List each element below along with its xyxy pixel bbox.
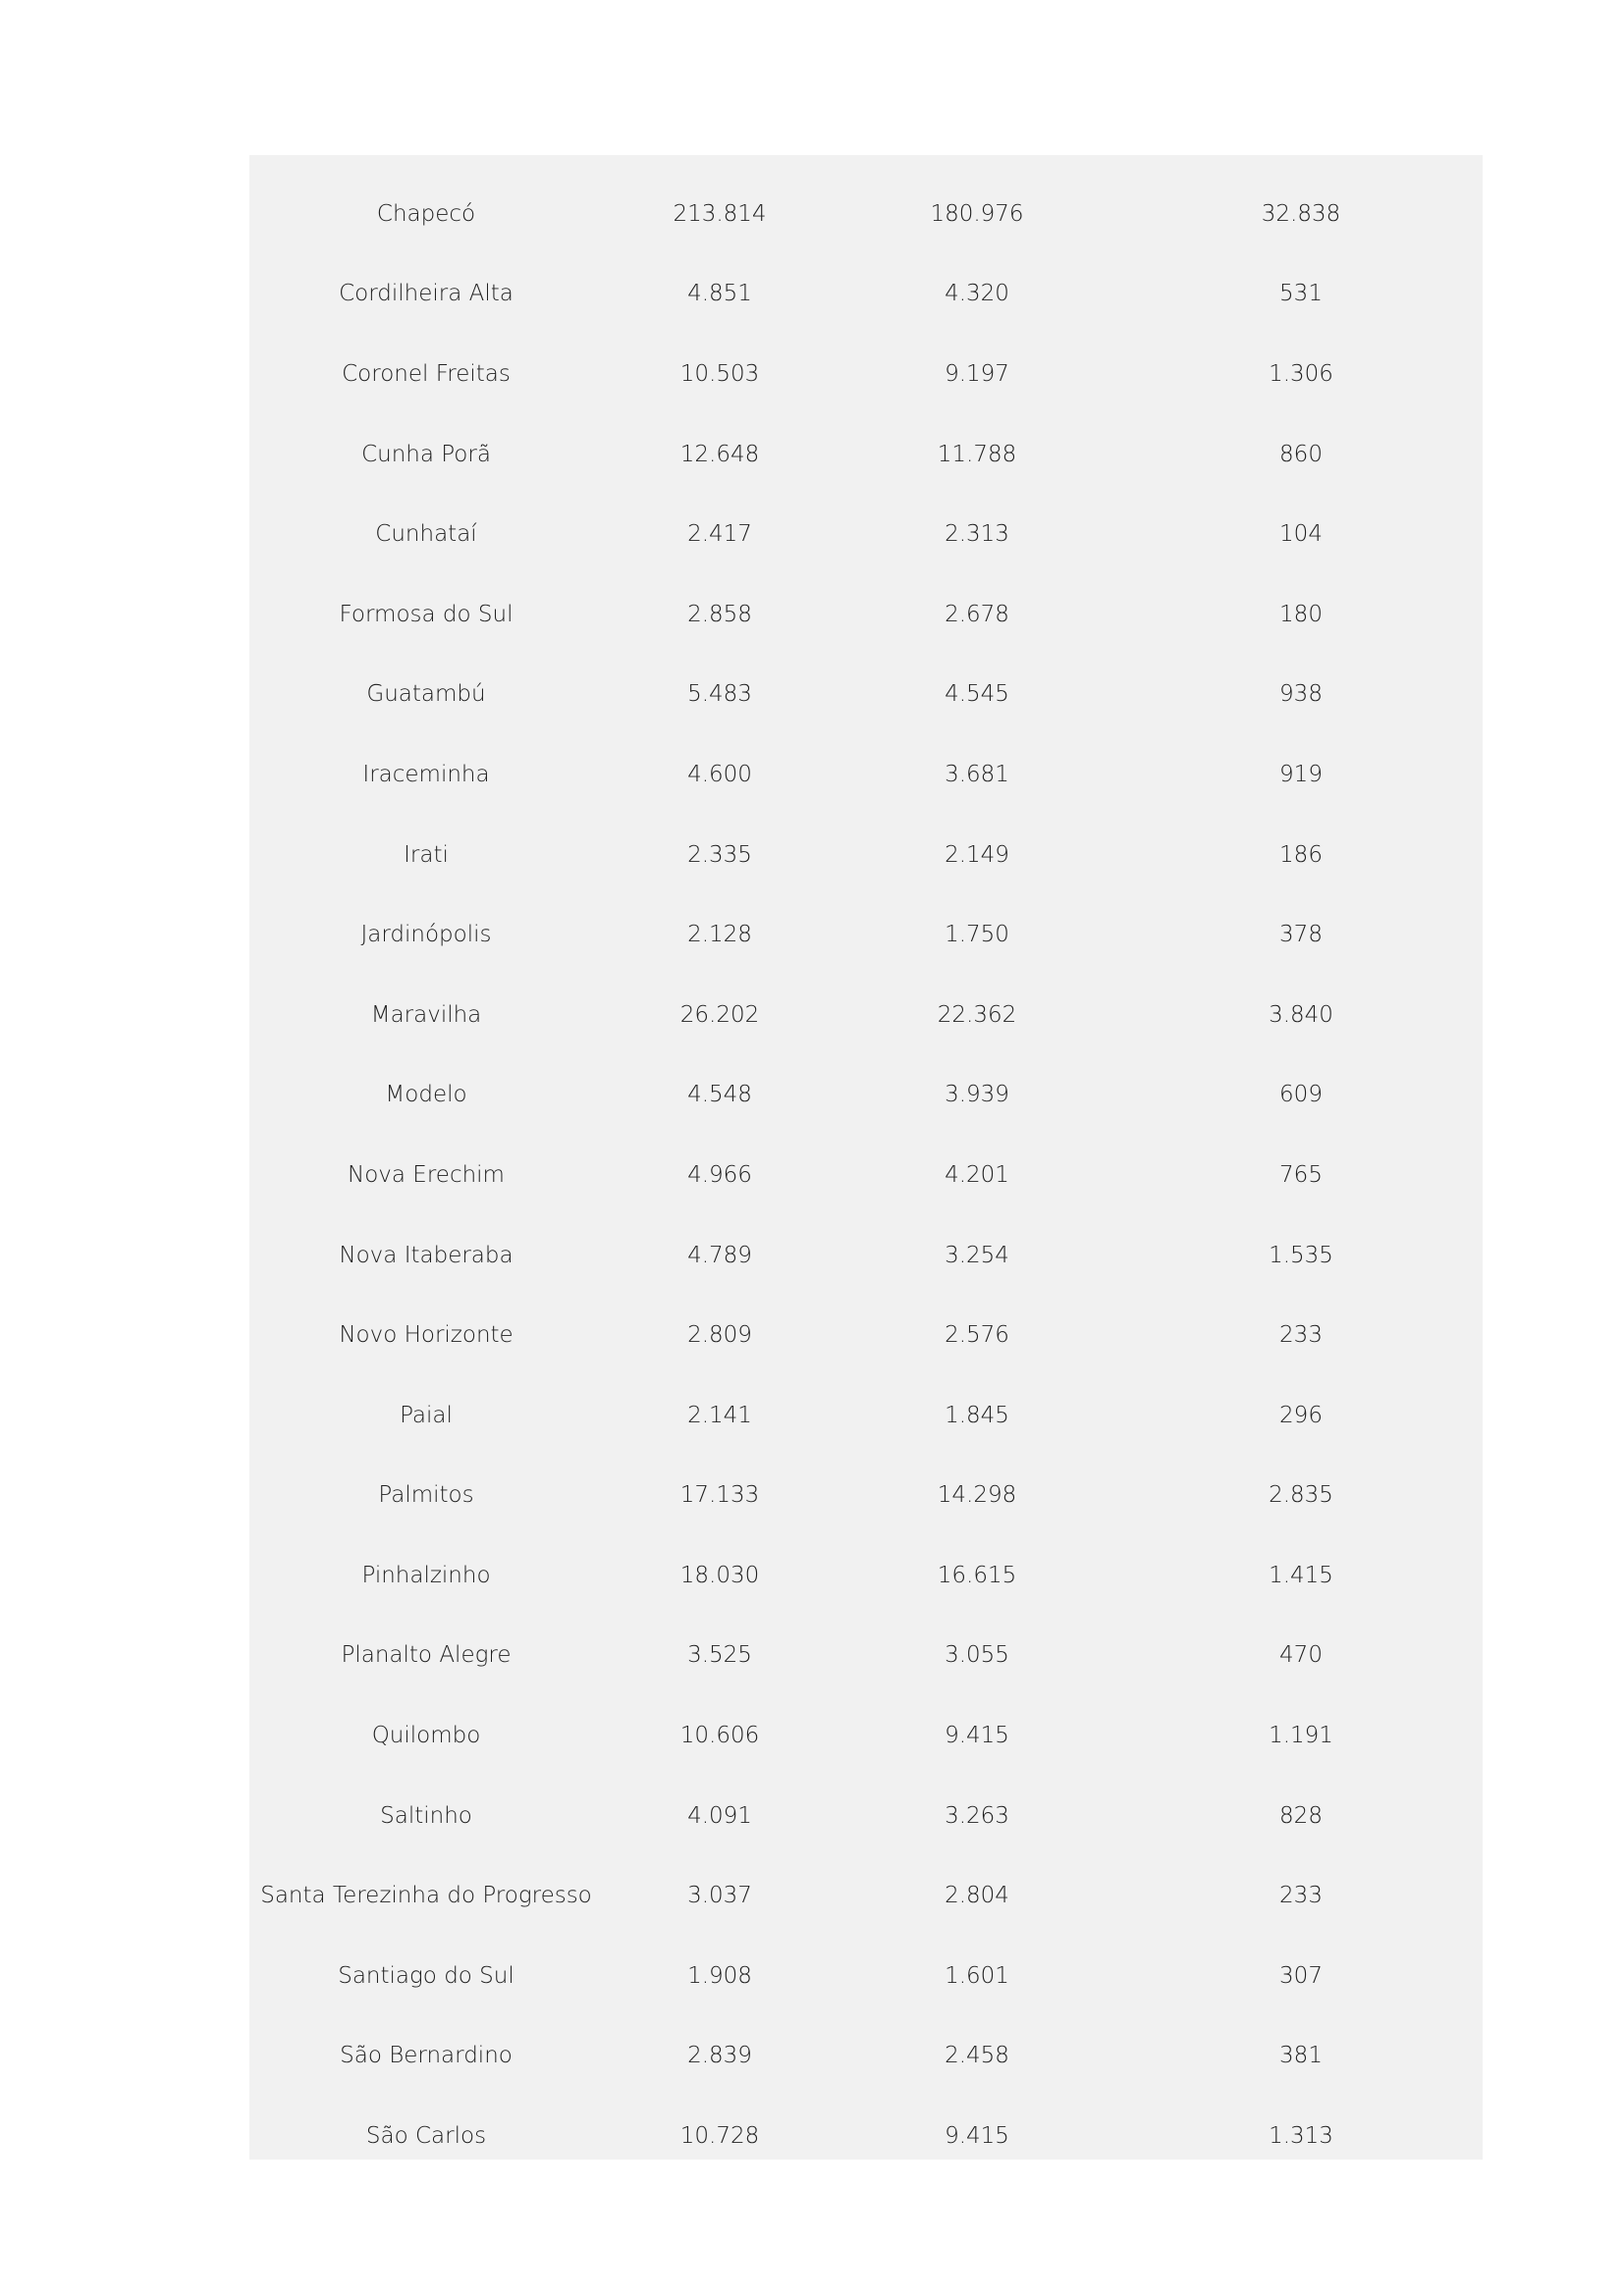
value-column-2: 3.254 bbox=[945, 1242, 1009, 1268]
value-total: 18.030 bbox=[679, 1562, 760, 1588]
value-column-2: 22.362 bbox=[937, 1001, 1017, 1028]
value-column-2: 1.601 bbox=[945, 1962, 1009, 1989]
value-column-2: 2.149 bbox=[945, 841, 1009, 868]
table-row bbox=[249, 174, 1483, 254]
data-table-panel bbox=[249, 155, 1483, 2160]
table-row bbox=[249, 815, 1483, 895]
municipality-name: Palmitos bbox=[378, 1482, 474, 1509]
value-total: 2.335 bbox=[687, 841, 752, 868]
municipality-name: Santa Terezinha do Progresso bbox=[260, 1883, 592, 1909]
value-total: 4.851 bbox=[687, 281, 752, 307]
value-total: 2.809 bbox=[687, 1322, 752, 1349]
value-total: 2.839 bbox=[687, 2043, 752, 2069]
table-row bbox=[249, 894, 1483, 975]
table-row bbox=[249, 2096, 1483, 2176]
municipality-name: Nova Erechim bbox=[348, 1161, 505, 1188]
value-column-2: 2.576 bbox=[945, 1322, 1009, 1349]
value-column-2: 11.788 bbox=[937, 441, 1017, 467]
value-column-2: 1.750 bbox=[945, 922, 1009, 948]
municipality-name: Pinhalzinho bbox=[361, 1562, 491, 1588]
table-row bbox=[249, 414, 1483, 495]
value-column-2: 9.415 bbox=[945, 1723, 1009, 1749]
value-column-3: 233 bbox=[1279, 1322, 1323, 1349]
table-row bbox=[249, 1855, 1483, 1936]
value-column-2: 1.845 bbox=[945, 1402, 1009, 1428]
value-column-3: 828 bbox=[1279, 1802, 1323, 1829]
value-column-3: 470 bbox=[1279, 1642, 1323, 1669]
municipality-name: Coronel Freitas bbox=[342, 360, 511, 387]
municipality-name: Maravilha bbox=[370, 1001, 482, 1028]
municipality-name: Iraceminha bbox=[362, 761, 490, 787]
value-column-2: 3.939 bbox=[945, 1082, 1009, 1108]
value-column-2: 9.197 bbox=[945, 360, 1009, 387]
value-total: 4.600 bbox=[687, 761, 752, 787]
table-row bbox=[249, 1776, 1483, 1856]
value-column-2: 2.678 bbox=[945, 601, 1009, 627]
municipality-name: Guatambú bbox=[366, 681, 486, 708]
value-column-3: 378 bbox=[1279, 922, 1323, 948]
value-total: 26.202 bbox=[679, 1001, 760, 1028]
value-column-3: 860 bbox=[1279, 441, 1323, 467]
table-row bbox=[249, 975, 1483, 1055]
value-column-3: 296 bbox=[1279, 1402, 1323, 1428]
table-row bbox=[249, 1535, 1483, 1616]
value-column-2: 3.681 bbox=[945, 761, 1009, 787]
value-column-2: 180.976 bbox=[930, 200, 1024, 227]
value-total: 4.966 bbox=[687, 1161, 752, 1188]
municipality-name: Cunhataí bbox=[375, 521, 477, 548]
value-column-2: 9.415 bbox=[945, 2123, 1009, 2150]
table-row bbox=[249, 1375, 1483, 1456]
municipality-name: Irati bbox=[404, 841, 449, 868]
value-column-2: 4.545 bbox=[945, 681, 1009, 708]
value-column-3: 938 bbox=[1279, 681, 1323, 708]
value-column-3: 3.840 bbox=[1269, 1001, 1333, 1028]
value-total: 10.606 bbox=[679, 1723, 760, 1749]
value-total: 12.648 bbox=[679, 441, 760, 467]
value-column-3: 765 bbox=[1279, 1161, 1323, 1188]
value-total: 4.548 bbox=[687, 1082, 752, 1108]
table-row bbox=[249, 1695, 1483, 1776]
table-row bbox=[249, 1295, 1483, 1375]
value-column-3: 1.306 bbox=[1269, 360, 1333, 387]
municipality-name: Jardinópolis bbox=[360, 922, 492, 948]
table-row bbox=[249, 1135, 1483, 1215]
value-total: 4.789 bbox=[687, 1242, 752, 1268]
value-column-3: 381 bbox=[1279, 2043, 1323, 2069]
municipality-name: Modelo bbox=[385, 1082, 467, 1108]
value-total: 5.483 bbox=[687, 681, 752, 708]
value-column-2: 2.313 bbox=[945, 521, 1009, 548]
municipality-name: Formosa do Sul bbox=[339, 601, 514, 627]
value-total: 2.141 bbox=[687, 1402, 752, 1428]
table-row bbox=[249, 1055, 1483, 1136]
value-column-3: 1.415 bbox=[1269, 1562, 1333, 1588]
municipality-name: Cunha Porã bbox=[361, 441, 491, 467]
value-total: 1.908 bbox=[687, 1962, 752, 1989]
value-total: 3.037 bbox=[687, 1883, 752, 1909]
municipality-name: Planalto Alegre bbox=[341, 1642, 512, 1669]
municipality-name: São Carlos bbox=[365, 2123, 487, 2150]
municipality-name: Paial bbox=[400, 1402, 453, 1428]
table-row bbox=[249, 1215, 1483, 1296]
value-column-3: 2.835 bbox=[1269, 1482, 1333, 1509]
value-column-2: 4.201 bbox=[945, 1161, 1009, 1188]
value-total: 3.525 bbox=[687, 1642, 752, 1669]
municipality-name: São Bernardino bbox=[340, 2043, 513, 2069]
table-body bbox=[249, 174, 1483, 2176]
value-column-3: 609 bbox=[1279, 1082, 1323, 1108]
municipality-name: Chapecó bbox=[376, 200, 476, 227]
municipality-name: Saltinho bbox=[380, 1802, 472, 1829]
value-column-2: 14.298 bbox=[937, 1482, 1017, 1509]
value-column-2: 2.804 bbox=[945, 1883, 1009, 1909]
value-column-2: 3.055 bbox=[945, 1642, 1009, 1669]
value-total: 2.417 bbox=[687, 521, 752, 548]
value-column-2: 4.320 bbox=[945, 281, 1009, 307]
table-row bbox=[249, 2016, 1483, 2097]
value-column-3: 32.838 bbox=[1261, 200, 1341, 227]
municipality-name: Nova Itaberaba bbox=[339, 1242, 514, 1268]
value-column-3: 186 bbox=[1279, 841, 1323, 868]
municipality-name: Novo Horizonte bbox=[339, 1322, 514, 1349]
value-total: 10.503 bbox=[679, 360, 760, 387]
table-row bbox=[249, 334, 1483, 414]
value-total: 10.728 bbox=[679, 2123, 760, 2150]
table-row bbox=[249, 254, 1483, 335]
value-column-3: 1.535 bbox=[1269, 1242, 1333, 1268]
municipality-name: Santiago do Sul bbox=[338, 1962, 514, 1989]
value-column-2: 2.458 bbox=[945, 2043, 1009, 2069]
value-column-2: 3.263 bbox=[945, 1802, 1009, 1829]
value-column-3: 919 bbox=[1279, 761, 1323, 787]
table-row bbox=[249, 655, 1483, 735]
table-row bbox=[249, 1456, 1483, 1536]
value-column-3: 104 bbox=[1279, 521, 1323, 548]
table-row bbox=[249, 734, 1483, 815]
table-row bbox=[249, 1616, 1483, 1696]
table-row bbox=[249, 494, 1483, 574]
municipality-name: Quilombo bbox=[371, 1723, 481, 1749]
municipality-table bbox=[249, 174, 1483, 2176]
value-total: 17.133 bbox=[679, 1482, 760, 1509]
value-total: 2.128 bbox=[687, 922, 752, 948]
value-column-3: 307 bbox=[1279, 1962, 1323, 1989]
value-column-3: 180 bbox=[1279, 601, 1323, 627]
value-column-3: 1.191 bbox=[1269, 1723, 1333, 1749]
value-column-2: 16.615 bbox=[937, 1562, 1017, 1588]
value-column-3: 531 bbox=[1279, 281, 1323, 307]
value-total: 4.091 bbox=[687, 1802, 752, 1829]
table-row bbox=[249, 1936, 1483, 2016]
value-column-3: 233 bbox=[1279, 1883, 1323, 1909]
value-total: 2.858 bbox=[687, 601, 752, 627]
table-row bbox=[249, 574, 1483, 655]
value-total: 213.814 bbox=[673, 200, 767, 227]
value-column-3: 1.313 bbox=[1269, 2123, 1333, 2150]
municipality-name: Cordilheira Alta bbox=[339, 281, 514, 307]
